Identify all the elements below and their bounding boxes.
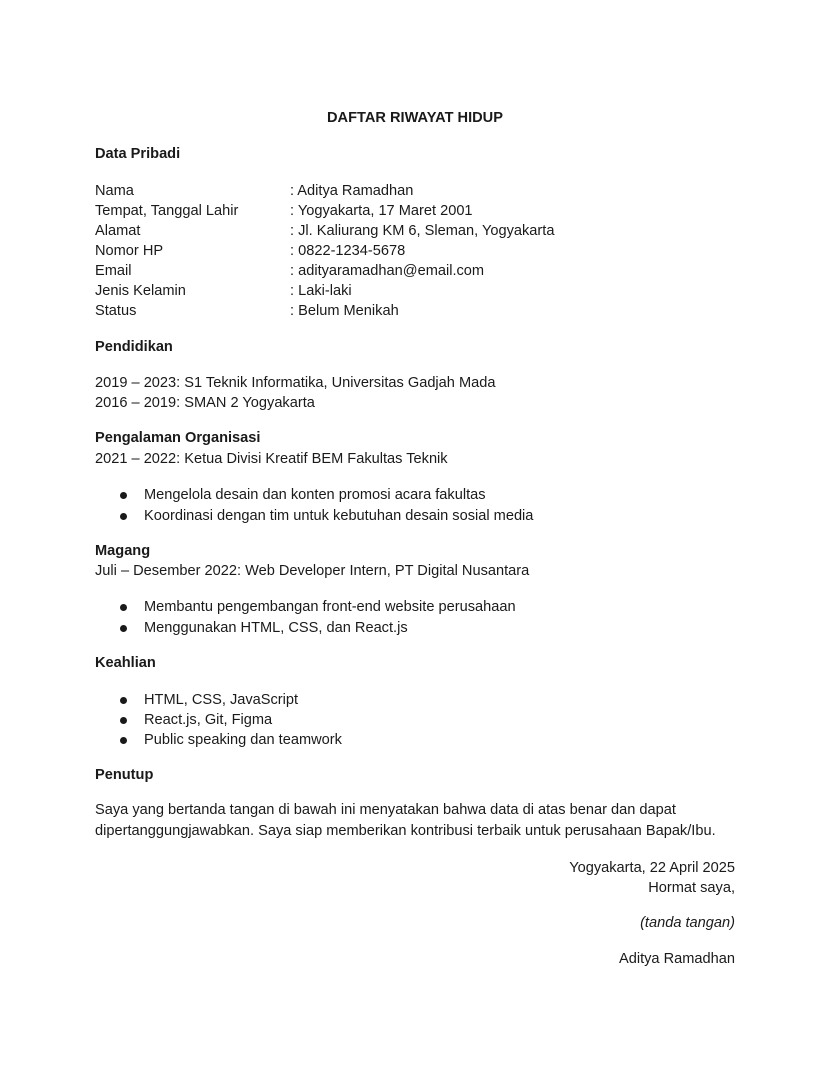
section-heading-organization: Pengalaman Organisasi bbox=[95, 430, 261, 446]
personal-label: Tempat, Tanggal Lahir bbox=[95, 203, 239, 219]
education-item: 2019 – 2023: S1 Teknik Informatika, Universitas Gadjah Mada bbox=[95, 375, 496, 391]
signature-place-date: Yogyakarta, 22 April 2025 bbox=[569, 860, 735, 876]
signature-regards: Hormat saya, bbox=[648, 880, 735, 896]
education-item: 2016 – 2019: SMAN 2 Yogyakarta bbox=[95, 395, 315, 411]
internship-period: Juli – Desember 2022: Web Developer Intern, PT Digital Nusantara bbox=[95, 563, 530, 579]
personal-value: : Belum Menikah bbox=[290, 303, 399, 319]
signature-placeholder: (tanda tangan) bbox=[640, 915, 735, 931]
personal-value: : Laki-laki bbox=[290, 283, 352, 299]
section-heading-internship: Magang bbox=[95, 543, 151, 559]
bullet-icon bbox=[120, 604, 127, 611]
personal-value: : Yogyakarta, 17 Maret 2001 bbox=[290, 203, 473, 219]
personal-value: : 0822-1234-5678 bbox=[290, 243, 406, 259]
closing-paragraph: Saya yang bertanda tangan di bawah ini menyatakan bahwa data di atas benar dan dapat dipertanggungjawabkan. Saya siap memberikan kontribusi terbaik untuk perusahaan Bapak/Ibu. bbox=[95, 802, 716, 839]
bullet-icon bbox=[120, 625, 127, 632]
personal-label: Jenis Kelamin bbox=[95, 283, 186, 299]
section-heading-skills: Keahlian bbox=[95, 655, 156, 671]
bullet-icon bbox=[120, 492, 127, 499]
bullet-icon bbox=[120, 737, 127, 744]
personal-value: : Aditya Ramadhan bbox=[290, 183, 414, 199]
personal-label: Alamat bbox=[95, 223, 141, 239]
personal-label: Status bbox=[95, 303, 137, 319]
document-title: DAFTAR RIWAYAT HIDUP bbox=[327, 110, 503, 126]
personal-label: Email bbox=[95, 263, 132, 279]
personal-value: : Jl. Kaliurang KM 6, Sleman, Yogyakarta bbox=[290, 223, 555, 239]
organization-period: 2021 – 2022: Ketua Divisi Kreatif BEM Fakultas Teknik bbox=[95, 451, 448, 467]
personal-label: Nama bbox=[95, 183, 134, 199]
personal-label: Nomor HP bbox=[95, 243, 164, 259]
bullet-icon bbox=[120, 513, 127, 520]
signature-name: Aditya Ramadhan bbox=[618, 951, 735, 967]
bullet-icon bbox=[120, 717, 127, 724]
section-heading-education: Pendidikan bbox=[95, 339, 173, 355]
bullet-icon bbox=[120, 697, 127, 704]
personal-value: : adityaramadhan@email.com bbox=[290, 263, 485, 279]
section-heading-personal: Data Pribadi bbox=[95, 146, 181, 162]
section-heading-closing: Penutup bbox=[95, 767, 154, 783]
